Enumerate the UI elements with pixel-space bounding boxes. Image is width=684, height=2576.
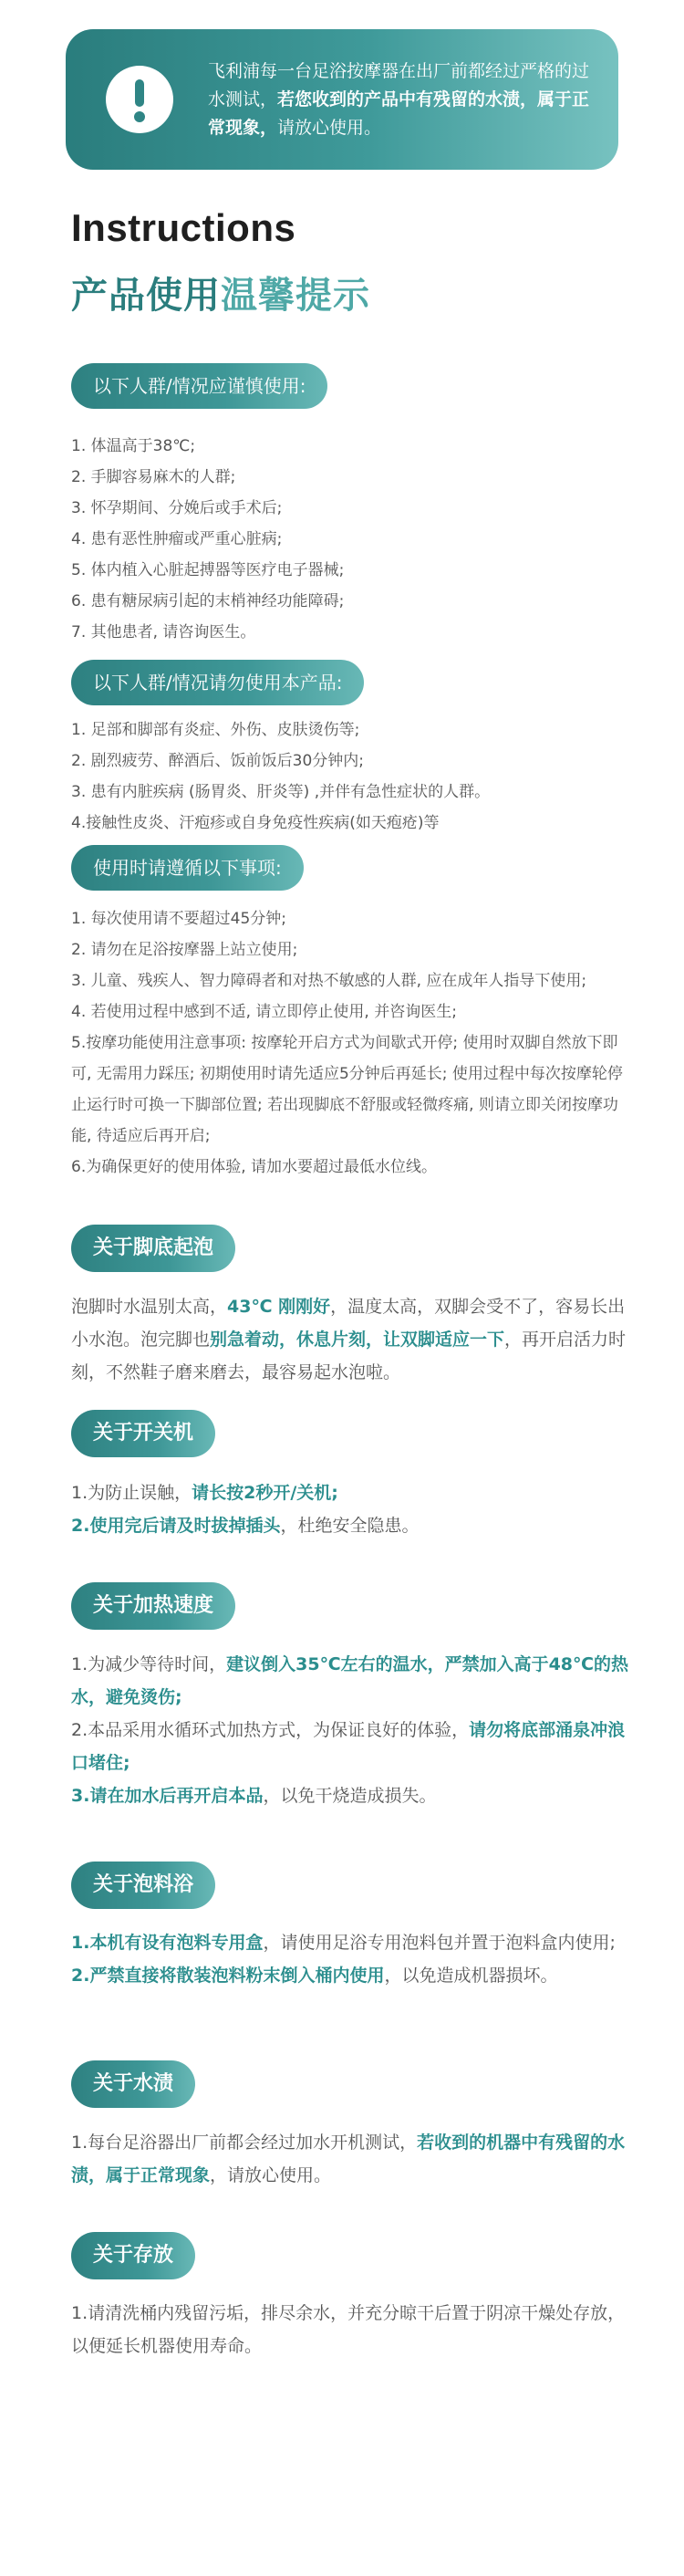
list-item: 2. 手脚容易麻木的人群; (71, 468, 236, 486)
list-item: 1. 体温高于38℃; (71, 437, 196, 455)
prohibited-list (71, 714, 637, 839)
herbal-line-2: 2.严禁直接将散装泡料粉末倒入桶内使用，以免造成机器损坏。 (71, 1966, 558, 1986)
section-heating-label: 关于加热速度 (71, 1582, 235, 1630)
notice-text: 飞利浦每一台足浴按摩器在出厂前都经过严格的过水测试，若您收到的产品中有残留的水渍，属于正常现象，请放心使用。 (208, 60, 590, 138)
storage-paragraph: 1.请清洗桶内残留污垢，排尽余水，并充分晾干后置于阴凉干燥处存放，以便延长机器使用寿命。 (71, 2303, 626, 2356)
list-item: 2. 请勿在足浴按摩器上站立使用; (71, 941, 298, 959)
heating-line-3: 3.请在加水后再开启本品，以免干烧造成损失。 (71, 1786, 437, 1806)
list-item: 6. 患有糖尿病引起的末梢神经功能障碍; (71, 592, 345, 610)
list-item: 3. 怀孕期间、分娩后或手术后; (71, 499, 283, 517)
title-english: Instructions (71, 206, 296, 249)
list-item: 6.为确保更好的使用体验, 请加水要超过最低水位线。 (71, 1158, 438, 1176)
section-bubble-label: 关于脚底起泡 (71, 1225, 235, 1272)
power-paragraph (71, 1476, 633, 1542)
list-item: 2. 剧烈疲劳、醉酒后、饭前饭后30分钟内; (71, 752, 364, 770)
heating-paragraph (71, 1648, 633, 1812)
herbal-line-1: 1.本机有设有泡料专用盒，请使用足浴专用泡料包并置于泡料盒内使用; (71, 1933, 616, 1953)
section-power-label: 关于开关机 (71, 1410, 215, 1457)
list-item: 4. 患有恶性肿瘤或严重心脏病; (71, 530, 283, 548)
list-item: 1. 每次使用请不要超过45分钟; (71, 910, 286, 928)
usage-list (71, 903, 637, 1183)
herbal-paragraph (71, 1926, 633, 1992)
power-line-2: 2.使用完后请及时拔掉插头，杜绝安全隐患。 (71, 1516, 420, 1536)
exclamation-icon (106, 66, 173, 133)
heating-line-2: 2.本品采用水循环式加热方式，为保证良好的体验，请勿将底部涌泉冲浪口堵住; (71, 1720, 626, 1773)
section-prohibited-label: 以下人群/情况请勿使用本产品: (71, 660, 364, 705)
section-water-label: 关于水渍 (71, 2060, 195, 2108)
bubble-paragraph: 泡脚时水温别太高，43℃ 刚刚好，温度太高，双脚会受不了，容易长出小水泡。泡完脚也别急着动，休息片刻，让双脚适应一下，再开启活力时刻，不然鞋子磨来磨去，最容易起水泡啦。 (71, 1297, 627, 1382)
section-herbal-label: 关于泡料浴 (71, 1862, 215, 1909)
list-item: 7. 其他患者, 请咨询医生。 (71, 623, 256, 641)
power-line-1: 1.为防止误触，请长按2秒开/关机; (71, 1483, 338, 1503)
caution-list (71, 431, 637, 648)
notice-banner (66, 29, 618, 170)
section-storage-label: 关于存放 (71, 2232, 195, 2279)
list-item: 4.接触性皮炎、汗疱疹或自身免疫性疾病(如天疱疮)等 (71, 814, 440, 832)
section-usage-label: 使用时请遵循以下事项: (71, 845, 304, 891)
heating-line-1: 1.为减少等待时间，建议倒入35℃左右的温水，严禁加入高于48℃的热水，避免烫伤; (71, 1654, 629, 1707)
title-chinese: 产品使用温馨提示 (71, 275, 370, 317)
water-paragraph: 1.每台足浴器出厂前都会经过加水开机测试，若收到的机器中有残留的水渍，属于正常现象，请放心使用。 (71, 2133, 626, 2185)
list-item: 5. 体内植入心脏起搏器等医疗电子器械; (71, 561, 345, 579)
list-item: 5.按摩功能使用注意事项: 按摩轮开启方式为间歇式开停; 使用时双脚自然放下即可, 无需用力踩压; 初期使用时请先适应5分钟后再延长; 使用过程中每次按摩轮停止运行时可换一下脚部位置; 若出现脚底不舒服或轻微疼痛, 则请立即关闭按摩功能, 待适应后再开启; (71, 1034, 623, 1145)
list-item: 4. 若使用过程中感到不适, 请立即停止使用, 并咨询医生; (71, 1003, 457, 1021)
section-caution-label: 以下人群/情况应谨慎使用: (71, 363, 327, 409)
list-item: 3. 儿童、残疾人、智力障碍者和对热不敏感的人群, 应在成年人指导下使用; (71, 972, 587, 990)
list-item: 1. 足部和脚部有炎症、外伤、皮肤烫伤等; (71, 721, 360, 739)
list-item: 3. 患有内脏疾病 (肠胃炎、肝炎等) ,并伴有急性症状的人群。 (71, 783, 491, 801)
notice-bold-text: 若您收到的产品中有残留的水渍，属于正常现象， (208, 89, 590, 138)
